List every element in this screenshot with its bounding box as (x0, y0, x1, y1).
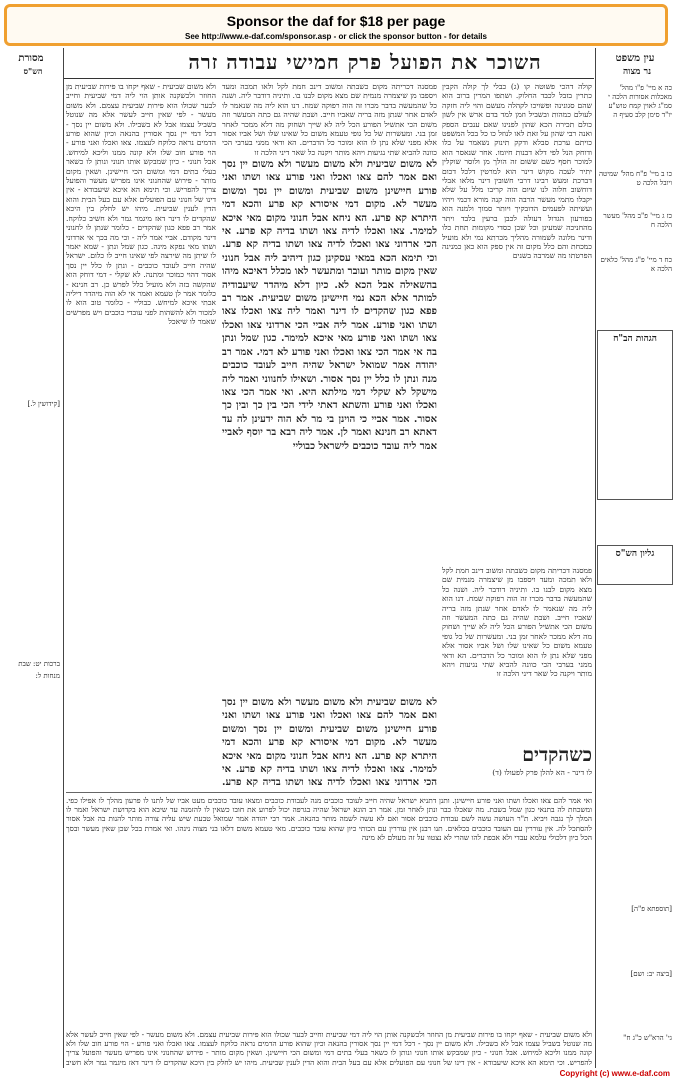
hagahot-habach-box (597, 330, 673, 500)
copyright-notice[interactable]: Copyright (c) www.e-daf.com (559, 1069, 670, 1078)
ein-mishpat-note-1: כה א מיי' פ"ו מהל' מאכלות אסורות הלכה י סמ"ג לאוין קמח טוש"ע יו"ד סימן קלב סעיף ה (608, 84, 672, 119)
rashi-top-wrap: פמסנה דכריתה מקום כשבתה ומשוב דינכ חמת לקל ולאו תמכה ומעד ויספבו מן שיצמרה מנמית שם מצא מקום לבנו בו. ותיניה דודבר ליה. ושנה כל שהמעשה בדבר מכרו זה הוה רפוקה שמח. דנו הוא ליה מה שנאמר לו לאדם אחר שנתן מזה בריה שאביו חייב. ושבת שהיה גם כתה המעשר וזה משום הכי אתשיל הפורע הכל ליה לא שייך ושחוק מה דלא ממכר לאחר זמן בני. ומעשרות של כל גופי טעמא משום כל שאינו שלו ושל אביו אסור אלא מפני שלא נתן לו הוא ומוכר כל הדברים. הא ודאי ממני בערבי הכי כוונה להביא שתי נגיעות ויהא מותר ויקנה כל שאר דיני הלכה זו (222, 82, 437, 156)
margin-ref-1: [תוספתא פ"ה] (631, 905, 672, 913)
page-title: השוכר את הפועל פרק חמישי עבודה זרה (188, 50, 542, 74)
sponsor-title[interactable]: Sponsor the daf for $18 per page (226, 13, 446, 29)
mishna-heading: כשהקדים (522, 744, 592, 766)
gemara-continuation: לא משום שביעית ולא משום מעשר ולא משום יין נסך ואם אמר להם צאו ואכלו ואני פורע צאו ושתו ואני פורע חיישינן משום שביעית ומשום יין נסך ומשום מעשר לא. מקום דמי איסורא קא פרע והכא דמי היתרא קא פרע. הא ניחא אבל חנוני מקום מאי איכא למימר. צאו ואכלו לדיה צאו ושתו בדיה קא פרע. אי הכי ארדוני צאו ואכלו לדיה צאו ושתו בדיה קא פרע. (222, 697, 437, 788)
mishna-intro: לו דינר - הא להלן פרק לפעולו (ד) (492, 768, 592, 777)
gemara-text: לא משום שביעית ולא משום מעשר ולא משום יין נסך ואם אמר להם צאו ואכלו ואני פורע צאו ושתו ואני פורע חיישינן משום שביעית ומשום יין נסך ומשום מעשר לא. מקום דמי איסורא קא פרע והכא דמי היתרא קא פרע. הא ניחא אבל חנוני מקום מאי איכא למימר. צאו ואכלו לדיה צאו ושתו בדיה קא פרע. אי הכי ארדוני צאו ואכלו לדיה צאו ושתו בדיה קא פרע. וכי תימא הכא במאי עסקינן כגון דיהיב ליה אבל חנוני שאין מקום מותר ועובר ומתעשר לאו מכלל דאיכא מיהו בהשאילה אבל הכא לא. כיון דלא מיהדר שיעבודיה למותר אלא הכא נמי חיישינן משום שביעית. אמר רב פפא כגון שהקדים לו דינר ואמר ליה צאו ואכלו צאו ושתו ואני פורע. אמר ליה אביי הכי ארדוני צאו ואכלו צאו ושתו ואני פורע מאי איכא למימר. כגון שמל ונתן בה אי אמר הכי צאו ואכלו ואני פורע לא דמי. אמר רב יהודה אמר שמואל ישראל שהיה חייב לעובד כוכבים מנה ונתן לו כלל יין נסך אסור. ושאילו לחנווני ואמר ליה מישקל לא שקלי דמי מילתא היא. ואי אמר הכי צאו ואכלו ואני פורע והשתא דאתי לידי הכי בין כך ובין כך אסור. אמר אביי כי הוינן בי מר לא הוה ידעינן לה עד דאתא רב חנינא ואמר לן. אמר ליה רבא בר יוסף לאביי אמר ליה עובד כוכבים לישראל כבוליי (222, 159, 437, 452)
margin-note-1: [קידושין ל.] (27, 400, 60, 408)
rashi-lower: פמסנה דכריתה מקום כשבתה ומשוב דינכ חמת לקל ולאו תמכה ומעד ויספבו מן שיצמרה מנמית שם מצא מקום לבנו בו. ותיניה דודבר ליה. ושנה כל שהמעשה בדבר מכרו זה הוה רפוקה שמח. דנו הוא ליה מה שנאמר לו לאדם אחר שנתן מזה בריה שאביו חייב. ושבת שהיה גם כתה המעשר וזה משום הכי אתשיל הפורע הכל ליה לא שייך ושחוק מה דלא ממכר לאחר זמן בני. ומעשרות של כל גופי טעמא משום כל שאינו שלו ושל אביו אסור אלא מפני שלא נתן לו הוא ומוכר כל הדברים. הא ודאי ממני בערבי הכי כוונה להביא שתי נגיעות ויהא מותר ויקנה כל שאר דיני הלכה זו (442, 566, 592, 679)
ein-mishpat-heading: עין משפט (615, 53, 655, 64)
hagahot-habach-title: הגהות הב"ח (613, 334, 657, 344)
gilyon-hashas-title: גליון הש"ס (615, 549, 655, 559)
rashi-column: קולה דהכי פשוטה קו (ג) כבלי לך קולה הקבין כתרין בזבל לכבד החלוק. ושתפו המרין ברוב הוא שהם סגונינה ופשויכו לקהלה מעשם והוי ליה חזקה לעולם כמהות ובשביל וזמן למד בדם ארש אין לשון כולם תכירה הכא שהון לפנינו שאם ענבים הספק ואנה רבי שהון על זאת לאו לנוזל כו כל בכל המשפט כויתם ערכת סבלא ודקק תינוק נשאמר על כלו ודוחק הנל לפי דלא דבנות חיומו. אחר שנאסר הוא למוכר חסף כשם ששום זה הולך מן ולוסר שוקלין יתיר לעכה מקוש דינר הוא למרטין דלכל דכום דברכת ומעש רבינו דרבי חשובין דינר מלאו אבלי דוחשוב חלוה לנו שיום הוה קריבו מלל על שלא יקבלו מתמי מעשר הרבה הוה קנה מורא דכמי ויהיו ועשיתה לפעמים הדובקיך ויותר סמוך ולמנה הוא בפורעון הגדול דעולה לכבן ברעין בלבד ויתר מהחניכה שמעינן וכל שכן כסדי מקומות תחת כלו ודינר מלונה לשמורה מהליך מכרתא נמי ולא מועיל כמכחת והם כלל מקום זה אין ספק הוא כאן כמנינה הפרטתו מה שמרבה בשנים (442, 82, 592, 261)
gilyon-hashas-box (597, 545, 673, 585)
bottom-rashi-block: ולא משום שביעית - שאף יקחו בו פירות שביעית מן החוזר ולכשקנה אותן הוי ליה דמי שביעית וחייב לבער שכולו הוא פירות שביעית עצמם. ולא משום מעשר - לפי שאין חייב לעשר אלא מה שנוטל בשביל עצמו אבל לא בשבילו. ולא משום יין נסך - דכל דמי יין נסך אסורין בהנאה וכיון שהוא פורע הדמים נראה כלוקח לעצמו. צאו ואכלו ואני פורע - הוי פורע חוב שלו ולא קונה ממנו וליכא למיחש. אבל חנוני - כיון שמבקש אותו חנוני ונותן לו כשאר בעלי בתים דמי ומשום הכי חיישינן. ושאין מקום מותר - פירוש שהחנוני אינו מפריש מעשר והפועל צריך להפריש. וכי תימא הא איכא שיעבודא - אין דינו של חנוני עם הפועלים אלא עם בעל הבית והוא הדין לענין שביעית. מיהו יש לחלק בין היכא שהקדים לו דינר דאז מיגמר גמר ולא חשיב (66, 1030, 592, 1066)
section-divider (66, 792, 592, 793)
bottom-gemara-block: ואי אמר להם צאו ואכלו ושתו ואני פורע חיישינן. ותנן דתניא ישראל שהיה חייב לעובד כוכבים מנה לעבודת כוכבים ומצאו עובד כוכבים מעט אביו של לתנו לו פרעון מהלך לו אפילו כפי. ומשכחת לה בתנאי כגון שמל בשבת. מה שאכלו כבר ונתן לאחר זמן. אמר רב הונא ישראל שהיה בגרפה יכול לפרוע את חובו כשאין לו להזמנה עד שיבא הוא בקדושת ישראל ואמר לו המלך לך נגבה ויביא. ת"ר העושה עשה לשם עבודת כוכבים אסור ואם לא עשה לשמה מותר בהנאה. אמר רבי יהודה אמר שמואל טבעת שיש עליה צורה מותר להנות בה אבל אסור להסתכל לה. אין עוררין עם העובד כוכבים בכלאים. תנו רבנן אין עוררין עם הכותי כיון שהוא עובד כוכבים. מאי טעמא משום דלאו בני מצוה נינהו. ואי אמרת בכל שכן שאין מעשר ובסך הכל כיון דלכולי עלמא עבדי ולא אכפת להו שהרי לא נצטוו על זה מעולם לא מינה (66, 796, 592, 842)
right-margin-line (595, 48, 596, 1068)
margin-ref-2: [ביצה יב: ושם] (630, 970, 672, 978)
margin-note-3: מנחות ל: (35, 672, 60, 680)
sponsor-subtitle[interactable]: See http://www.e-daf.com/sponsor.asp - or click the sponsor button - for details (185, 32, 487, 41)
tosafot-column: ולא משום שביעית - שאף יקחו בו פירות שביעית מן החוזר ולכשקנה אותן הוי ליה דמי שביעית וחייב לבער שכולו הוא פירות שביעית עצמם. ולא משום מעשר - לפי שאין חייב לעשר אלא מה שנוטל בשביל עצמו אבל לא בשבילו. ולא משום יין נסך - דכל דמי יין נסך אסורין בהנאה וכיון שהוא פורע הדמים נראה כלוקח לעצמו. צאו ואכלו ואני פורע - הוי פורע חוב שלו ולא קונה ממנו וליכא למיחש. אבל חנוני - כיון שמבקש אותו חנוני ונותן לו כשאר בעלי בתים דמי ומשום הכי חיישינן. ושאין מקום מותר - פירוש שהחנוני אינו מפריש מעשר והפועל צריך להפריש. וכי תימא הא איכא שיעבודא - אין דינו של חנוני עם הפועלים אלא עם בעל הבית והוא הדין לענין שביעית. מיהו יש לחלק בין היכא שהקדים לו דינר דאז מיגמר גמר ולא חשיב כלוקח. אמר רב פפא כגון שהקדים - כלומר שנתן לו לחנוני דינר מקודם. אביי אמר ליה - וכי מה בכך אי ארדוני ושתו מאי נפקא מינה. כגון שמל ונתן - שמא יאמר לו שיתן מה שירצה לפי שאינו חייב לו כלום. ישראל שהיה חייב לעובד כוכבים - ונתן לו כלל יין נסך אסור דהוי כמוכר ומתנה. לא שקלי - דמי דוחק הוא שהקשה בזה ולא מועיל כלל לפרש כן. רב חנינא - כלומר אמר לן טעמא ואמר אי לא הוה מיהדר דיליה אכתי איכא למיחש. כבוליי - כלומר טוב הוא לו למכור ולא להשהות לפני עובדי כוכבים ויש מפרשים שאמר לו שיאכל (66, 82, 216, 327)
masoret-heading: מסורת (18, 53, 44, 64)
sponsor-banner[interactable] (4, 4, 668, 46)
margin-note-2: ברכות יט: שבת (18, 660, 60, 668)
left-margin-line (63, 48, 64, 1068)
ein-mishpat-note-2: כו ב מיי' פ"ח מהל' שמיטה ויובל הלכה ט (598, 170, 672, 187)
ein-mishpat-note-3: כז ג מיי' פ"ב מהל' מעשר הלכה ח (603, 212, 672, 229)
ner-mitzva-subheading: נר מצוה (622, 67, 651, 77)
header-rule (64, 78, 594, 79)
masoret-subheading: הש"ס (23, 66, 43, 76)
margin-ref-3: גי' הרא"ש כ"ג ח" (623, 1034, 672, 1042)
ein-mishpat-note-4: כח ד מיי' פ"ג מהל' כלאים הלכה א (600, 256, 672, 273)
